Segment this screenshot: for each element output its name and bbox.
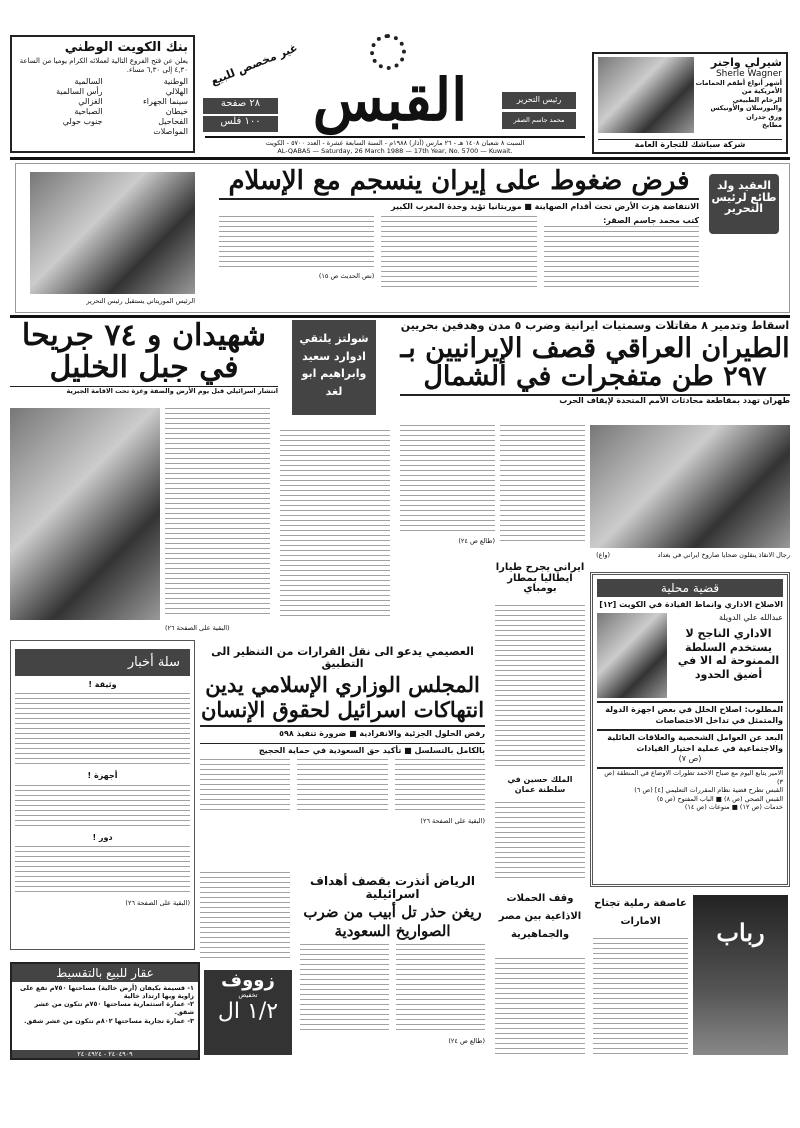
- broadcast-headline[interactable]: وقف الحملات الاذاعية بين مصر والجماهيرية: [498, 893, 582, 940]
- islamic-kicker: العصيمي يدعو الى نقل القرارات من التنظير الى التطبيق: [211, 645, 474, 670]
- iraq-photo: [590, 425, 790, 548]
- local-issue-point2: البعد عن العوامل الشخصية والعلاقات العائلية والاجتماعية في عملية اختيار القيادات: [597, 729, 783, 754]
- ad-property-contact: ٢٤٠٤٩٠٩ - ٢٤٠٤٩٢٤: [12, 1050, 198, 1058]
- ad-national-bank-kuwait: [10, 35, 195, 153]
- iraq-subline: طهران تهدد بمقاطعة محادثات الأمم المتحدة لإيقاف الحرب: [400, 394, 790, 406]
- news-basket-label: سلة أخبار: [15, 649, 190, 676]
- ad-property-item: ١- قسيمة بكيفان (أرض خالية) مساحتها ٧٥٠م تقع على زاوية وبها ارتداد خالية: [19, 984, 194, 1001]
- riyadh-ref: (طالع ص ٢٤): [448, 1036, 485, 1045]
- news-basket: [10, 640, 195, 950]
- branch-item: رأس السالمية: [56, 87, 103, 97]
- ad-zoof-brand: زووف: [221, 970, 275, 991]
- iraq-ref: (طالع ص ٢٤): [458, 537, 495, 545]
- top-photo-caption: الرئيس الموريتاني يستقبل رئيس التحرير: [86, 297, 195, 305]
- index-list: [597, 767, 783, 811]
- branch-list: [17, 77, 188, 137]
- branch-item: الهلالي: [165, 87, 188, 97]
- branch-item: الغزالي: [78, 97, 103, 107]
- hussein-headline[interactable]: الملك حسين في سلطنة عمان: [507, 775, 573, 795]
- branch-item: الصباحية: [74, 107, 103, 117]
- byline: كتب محمد جاسم الصقر:: [603, 215, 699, 225]
- top-story: [15, 163, 790, 313]
- top-headline[interactable]: فرض ضغوط على إيران ينسجم مع الإسلام: [228, 166, 690, 196]
- hebron-headline[interactable]: شهيدان و ٧٤ جريحا في جبل الخليل: [21, 318, 267, 385]
- islamic-ref: (البقية على الصفحة ٢٦): [420, 817, 485, 826]
- author-photo: [597, 613, 667, 698]
- index-item: الامير يتابع اليوم مع صباح الاحمد تطورات الاوضاع في المنطقة (ص ٣): [604, 769, 783, 786]
- ad-line: ورق جدران: [746, 112, 782, 121]
- ad-property-item: ٢- عمارة استثمارية مساحتها ٧٥٠م تتكون من عشر شقق.: [34, 1000, 194, 1017]
- newspaper-logo: القبس: [312, 66, 468, 134]
- ad-lines: [694, 79, 782, 130]
- basket-item-title: دور !: [92, 832, 113, 842]
- sandstorm-headline[interactable]: عاصفة رملية تجتاح الامارات: [594, 898, 687, 927]
- ad-company: شركة سباشك للتجارة العامة: [598, 139, 782, 150]
- branch-item: المواصلات: [153, 127, 188, 137]
- editor-name: محمد جاسم الصقر: [502, 112, 576, 129]
- local-issue-author: عبدالله علي الدويلة: [718, 613, 783, 623]
- bombay-headline[interactable]: ايراني يجرح طيارا ايطاليا بمطار بومباي: [495, 562, 585, 594]
- iraq-credit: (واع): [596, 551, 610, 559]
- shultz-box: شولتز يلتقي ادوارد سعيد وابراهيم ابو لغد: [292, 320, 376, 415]
- top-ref: (نص الحديث ص ١٥): [318, 271, 375, 280]
- ad-title-en: Sherle Wagner: [715, 69, 782, 79]
- riyadh-headline[interactable]: ريغن حذر تل أبيب من ضرب الصواريخ السعودية: [303, 903, 482, 940]
- local-issue-point1: المطلوب: اصلاح الخلل في بعض اجهزة الدولة والمتمثل في تداخل الاختصاصات: [597, 701, 783, 726]
- interview-box: العقيد ولد طائع لرئيس التحرير: [709, 174, 779, 234]
- hebron-ref: (البقية على الصفحة ٢٦): [165, 624, 230, 632]
- ad-rabab: [693, 895, 788, 1055]
- ad-photo: [598, 57, 694, 133]
- not-for-sale-stamp: غير مخصص للبيع: [208, 41, 300, 88]
- date-arabic: السبت ٨ شعبان ١٤٠٨ هـ - ٢٦ مارس (آذار) ١٩٨٨م - السنة السابعة عشرة - العدد ٥٧٠٠ - الكويت: [265, 139, 525, 147]
- bank-intro: يعلن عن فتح الفروع التالية لعملائه الكرام يوميا من الساعة ٤,٣٠ إلى ٦,٣٠ مساء.: [19, 57, 188, 75]
- top-photo: [30, 172, 195, 294]
- index-item: القبس الصحي (ص ٨) ■ الباب المفتوح (ص ٥): [656, 794, 783, 803]
- islamic-headline[interactable]: المجلس الوزاري الإسلامي يدين انتهاكات اسرائيل لحقوق الإنسان: [200, 672, 485, 723]
- logo-sun-icon: [370, 34, 406, 70]
- price: ١٠٠ فلس: [203, 116, 278, 132]
- hebron-photo: [10, 408, 160, 620]
- ad-property: [10, 962, 200, 1060]
- ad-zoof-value: ١/٢ ال: [217, 999, 279, 1025]
- iraq-kicker: اسقاط وتدمير ٨ مقاتلات وسمتيات ايرانية وضرب ٥ مدن وهدفين بحريين: [400, 319, 790, 332]
- ad-line: والبورسلان والأونيكس: [710, 104, 782, 113]
- editor-label: رئيس التحرير: [502, 92, 576, 109]
- branch-item: الوطنية: [163, 77, 188, 87]
- basket-item-title: وثيقة !: [88, 680, 117, 689]
- local-issue-headline[interactable]: الاداري الناجح لا يستخدم السلطة الممنوحة له الا في أضيق الحدود: [677, 626, 780, 682]
- index-item: خدمات (ص ١٢) ■ منوعات (ص ١٤): [684, 803, 783, 812]
- local-issue-series: الاصلاح الاداري وانماط القيادة في الكويت [١٢]: [599, 600, 783, 609]
- ad-property-items: [12, 982, 198, 1050]
- iraq-headline[interactable]: الطيران العراقي قصف الإيرانيين بـ ٢٩٧ طن متفجرات في الشمال: [400, 332, 790, 392]
- islamic-sub2: بالكامل بالتسلسل ■ تأكيد حق السعودية في حماية الحجيج: [200, 743, 485, 756]
- ad-sherle-wagner: [592, 52, 788, 154]
- riyadh-kicker: الرياض أنذرت بقصف أهداف اسرائيلية: [310, 874, 475, 901]
- local-issue-panel: [590, 572, 790, 887]
- ad-rabab-title: رباب: [716, 918, 765, 947]
- ad-zoof: [204, 970, 292, 1055]
- news-basket-ref: (البقية على الصفحة ٢٦): [125, 899, 190, 908]
- branch-item: سينما الجهراء: [142, 97, 188, 107]
- branch-item: الفحاحيل: [158, 117, 188, 127]
- ad-line: أشهر أنواع أطقم الحمامات الأمريكية من: [695, 79, 782, 96]
- branch-item: جنوب حولي: [62, 117, 103, 127]
- iraq-photo-caption: رجال الانقاذ ينقلون ضحايا صاروخ ايراني في بغداد: [657, 551, 790, 559]
- ad-property-title: عقار للبيع بالتقسيط: [12, 964, 198, 982]
- ad-zoof-offer: تخفيض: [238, 991, 258, 999]
- local-issue-label: قضية محلية: [597, 579, 783, 597]
- basket-item-title: أجهزة !: [87, 771, 118, 781]
- branch-item: خيطان: [165, 107, 188, 117]
- branch-item: السالمية: [74, 77, 103, 87]
- islamic-sub1: رفض الحلول الجزئية والانفرادية ■ ضرورة تنفيذ ٥٩٨: [200, 725, 485, 739]
- top-subline: الانتفاضة هزت الأرض تحت أقدام الصهاينة ■ موريتانيا تؤيد وحدة المغرب الكبير: [219, 198, 699, 212]
- ad-line: الرخام الطبيعي: [732, 95, 782, 104]
- index-item: القبس تطرح قضية نظام المقررات التعليمي [٤] (ص ٦): [634, 786, 783, 795]
- ad-property-item: ٣- عمارة تجارية مساحتها ٨٠٢م تتكون من عشر شقق.: [24, 1016, 194, 1025]
- ad-line: مطابخ: [762, 121, 782, 130]
- bank-name: بنك الكويت الوطني: [64, 40, 188, 55]
- date-english: AL-QABAS — Saturday, 26 March 1988 — 17th Year, No. 5700 — Kuwait.: [277, 147, 513, 155]
- hebron-subline: انتشار اسرائيلي قبل يوم الأرض والضفة وغزة تحت الاقامة الجبرية: [10, 386, 278, 395]
- ad-title-ar: شيرلي واجنر: [710, 56, 782, 69]
- local-issue-point2-ref: (ص ٧): [678, 753, 702, 763]
- pages-count: ٢٨ صفحة: [203, 98, 278, 114]
